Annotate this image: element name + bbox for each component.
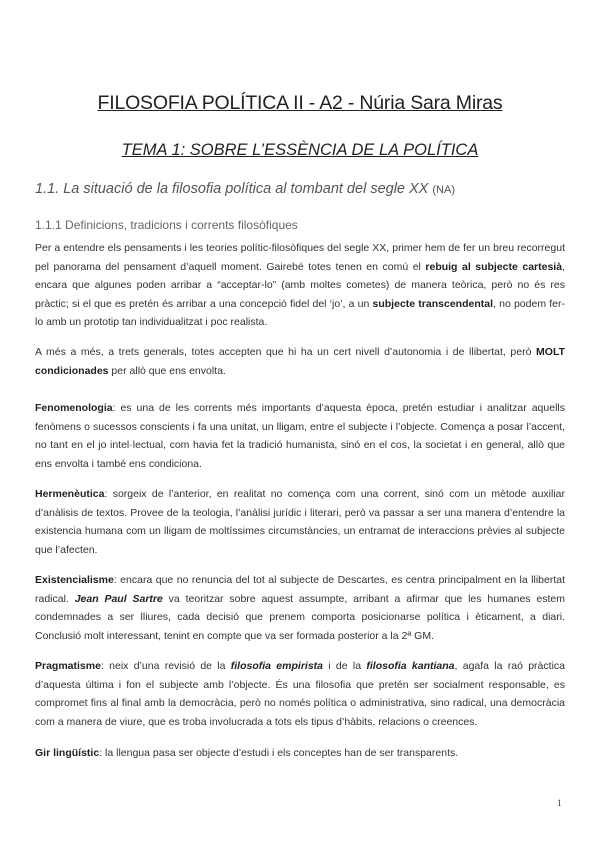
- bold-term: Jean Paul Sartre: [74, 592, 163, 605]
- bold-term: rebuig al subjecte cartesià: [425, 260, 563, 273]
- term-label: Gir lingüístic: [35, 747, 100, 759]
- document-title: FILOSOFIA POLÍTICA II - A2 - Núria Sara Miras: [97, 92, 503, 114]
- bold-term: filosofia kantiana: [366, 660, 455, 672]
- bold-term: filosofia empirista: [230, 660, 323, 672]
- bold-term: MOLT condicionades: [35, 346, 565, 377]
- paragraph-pragmatisme: Pragmatisme: neix d’una revisió de la filosofia empirista i de la filosofia kantiana, agafa la raó pràctica d’aquesta última i fon el subjecte amb l’objecte. És una filosofia que pretén ser socialment responsable, es compromet fins al final amb la democràcia, però no només política o administrativa, sino radical, una democràcia com a manera de viure, que es troba involucrada a tots els tipus d’hàbits, relacions o creences.: [35, 660, 565, 728]
- paragraph-intro: Per a entendre els pensaments i les teories polític-filosòfiques del segle XX, primer hem de fer un breu recorregut pel panorama del pensament d’aquell moment. Gairebé totes tenen en comú el rebuig al subjecte cartesià, encara que algunes poden arribar a “acceptar-lo” (amb moltes cometes) de manera teòrica, però no és res pràctic; si el que es pretén és arribar a una concepció fidel del ‘jo’, a un subjecte transcendental, no podem fer-lo amb un prototip tan individualitzat i poc realista.: [35, 242, 565, 328]
- section-note: (NA): [432, 184, 455, 196]
- section-title: [35, 181, 565, 197]
- paragraph-gir-linguistic: Gir lingüístic: la llengua pasa ser objecte d’estudi i els conceptes han de ser transparents.: [35, 747, 459, 759]
- paragraph-existencialisme: Existencialisme: encara que no renuncia del tot al subjecte de Descartes, es centra principalment en la llibertat radical. Jean Paul Sartre va teoritzar sobre aquest assumpte, arribant a afirmar que les humanes estem condemnades a ser lliures, cada decisió que prenem comporta posicionarse política i èticament, a diari. Conclusió molt interessant, tenint en compte que va ser formada posterior a la 2ª GM.: [35, 574, 565, 642]
- page-number: 1: [557, 798, 562, 808]
- paragraph-hermeneutica: Hermenèutica: sorgeix de l’anterior, en realitat no comença com una corrent, sinó com un mètode auxiliar d’anàlisis de textos. Provee de la teologia, l’anàlisi jurídic i literari, però va passar a ser una manera d’entendre la existencia humana com un lligam de moltíssimes circumstàncies, un entramat de interaccions prèvies al subjecte que l’afecten.: [35, 488, 565, 556]
- term-label: Fenomenologia: [35, 402, 113, 414]
- term-label: Pragmatisme: [35, 660, 101, 672]
- bold-term: subjecte transcendental: [372, 297, 493, 310]
- topic-title: TEMA 1: SOBRE L’ESSÈNCIA DE LA POLÍTICA: [121, 141, 479, 159]
- term-label: Existencialisme: [35, 574, 114, 586]
- paragraph-general-traits: A més a més, a trets generals, totes accepten que hi ha un cert nivell d’autonomia i de llibertat, però MOLT condicionades per allò que ens envolta.: [35, 346, 565, 377]
- paragraph-fenomenologia: Fenomenologia: es una de les corrents més importants d’aquesta època, pretén estudiar i analitzar aquells fenòmens o sucessos conscients i fa una unitat, un lligam, entre el subjecte i l’objecte. Comença a posar l’accent, no tant en el jo intel·lectual, com havia fet la tradició humanista, sinó en el cos, la societat i en general, allò que ens envolta i també ens condiciona.: [35, 402, 565, 470]
- subsection-title: 1.1.1 Definicions, tradicions i corrents filosòfiques: [35, 218, 298, 232]
- section-title-text: 1.1. La situació de la filosofia política al tombant del segle XX: [35, 181, 429, 197]
- term-label: Hermenèutica: [35, 488, 105, 500]
